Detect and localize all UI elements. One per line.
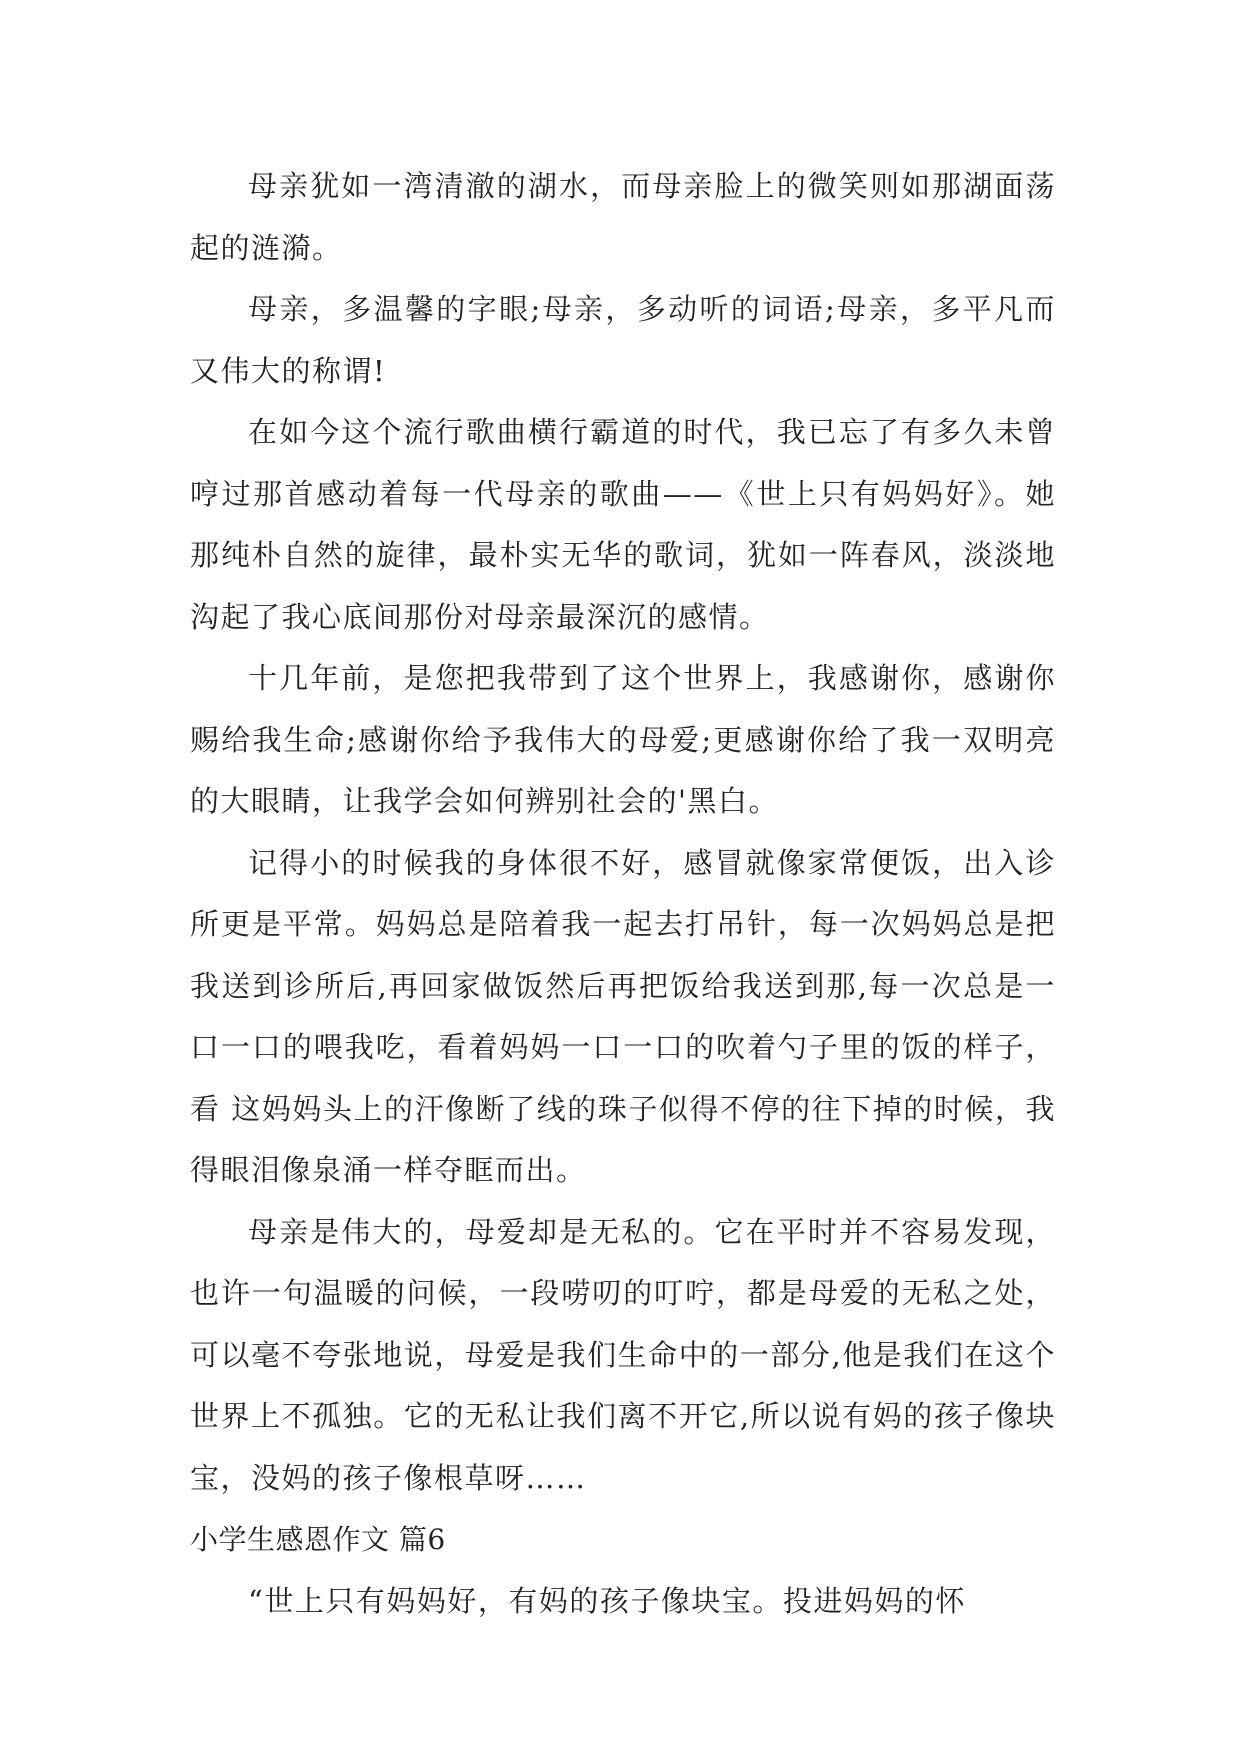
section-heading: 小学生感恩作文 篇6 (190, 1523, 446, 1556)
paragraph-song: 在如今这个流行歌曲横行霸道的时代，我已忘了有多久未曾哼过那首感动着每一代母亲的歌曲——《世上只有妈妈好》。她那纯朴自然的旋律，最朴实无华的歌词，犹如一阵春风，淡淡地沟起了我心底间那份对母亲最深沉的感情。 (190, 415, 1056, 634)
paragraph-lake: 母亲犹如一湾清澈的湖水，而母亲脸上的微笑则如那湖面荡起的涟漪。 (190, 169, 1056, 265)
paragraph-mother-title: 母亲，多温馨的字眼;母亲，多动听的词语;母亲，多平凡而又伟大的称谓! (190, 292, 1056, 388)
paragraph-selfless-love: 母亲是伟大的，母爱却是无私的。它在平时并不容易发现，也许一句温暖的问候，一段唠叨的叮咛，都是母爱的无私之处，可以毫不夸张地说，母爱是我们生命中的一部分,他是我们在这个世界上不孤独。它的无私让我们离不开它,所以说有妈的孩子像块宝，没妈的孩子像根草呀…… (190, 1214, 1056, 1495)
paragraph-childhood: 记得小的时候我的身体很不好，感冒就像家常便饭，出入诊所更是平常。妈妈总是陪着我一起去打吊针，每一次妈妈总是把我送到诊所后,再回家做饭然后再把饭给我送到那,每一次总是一口一口的喂我吃，看着妈妈一口一口的吹着勺子里的饭的样子，看 这妈妈头上的汗像断了线的珠子似得不停的往下掉的时候，我得眼泪像泉涌一样夺眶而出。 (190, 845, 1056, 1187)
paragraph-gratitude: 十几年前，是您把我带到了这个世界上，我感谢你，感谢你赐给我生命;感谢你给予我伟大的母爱;更感谢你给了我一双明亮的大眼睛，让我学会如何辨别社会的'黑白。 (190, 661, 1056, 818)
document-body (190, 156, 1056, 1632)
paragraph-quote-start: “世上只有妈妈好，有妈的孩子像块宝。投进妈妈的怀 (248, 1583, 966, 1618)
